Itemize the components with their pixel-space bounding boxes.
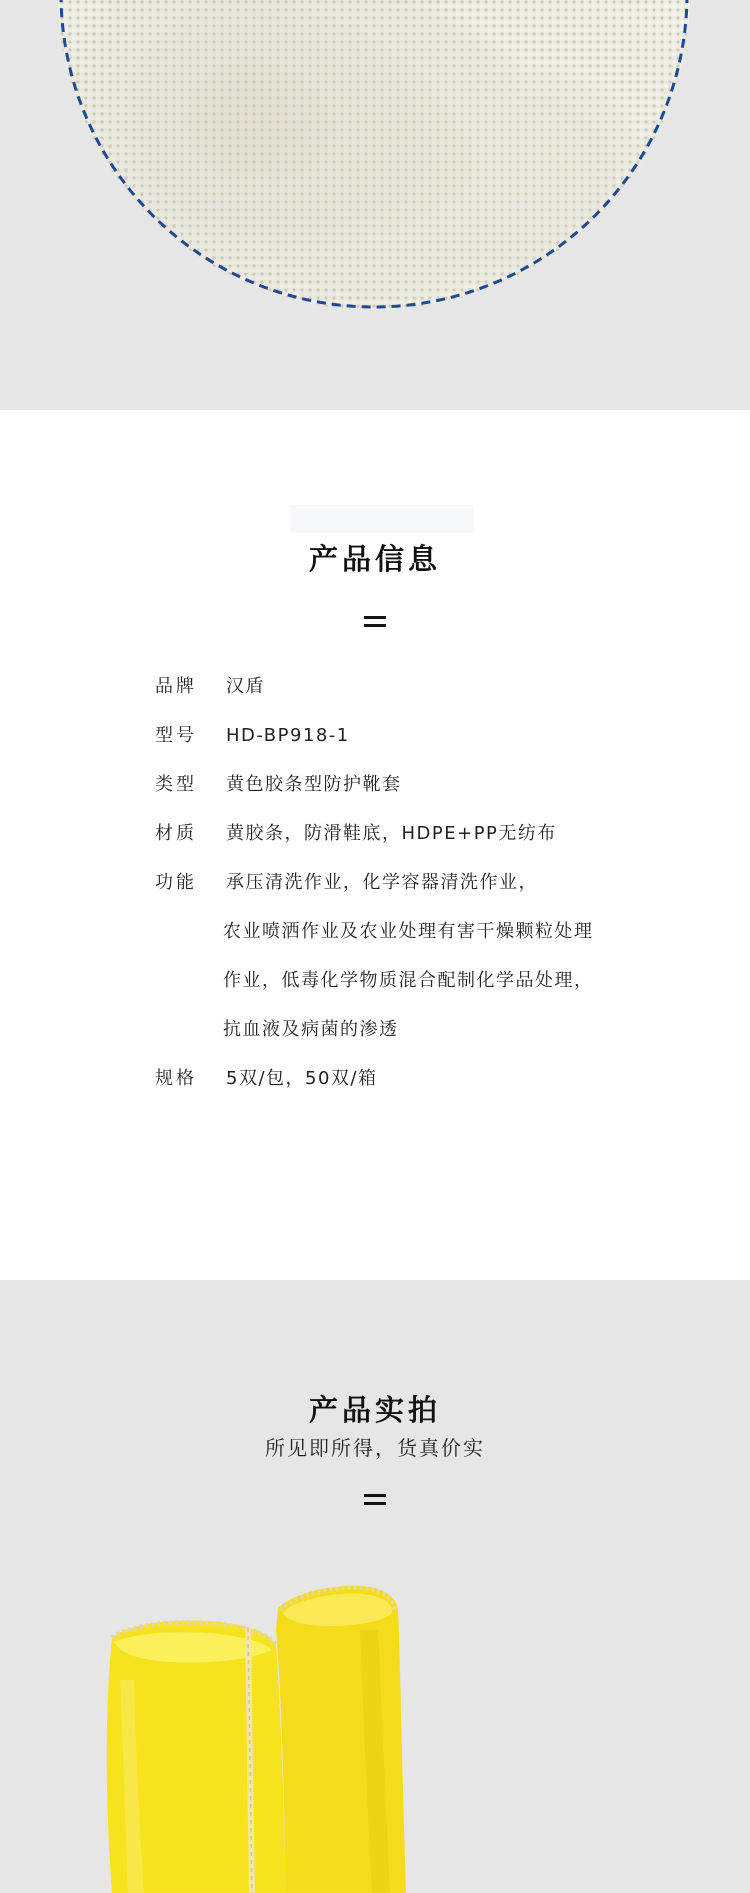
spec-value-line: 作业，低毒化学物质混合配制化学品处理， (223, 970, 594, 991)
yellow-boot-cover-photo (100, 1570, 480, 1893)
spec-value (226, 662, 675, 711)
product-photo-subtitle: 所见即所得，货真价实 (265, 1436, 485, 1460)
spec-value (226, 711, 675, 760)
spec-row (155, 809, 675, 858)
spec-value-line: 农业喷洒作业及农业处理有害干燥颗粒处理 (223, 921, 594, 942)
spec-label: 品牌 (155, 676, 197, 697)
spec-row (155, 1054, 675, 1103)
spec-value (226, 809, 675, 858)
dashed-circle-border (58, 0, 690, 310)
spec-label: 材质 (155, 823, 197, 844)
spec-value (226, 760, 675, 809)
spec-label: 功能 (155, 872, 197, 893)
fabric-closeup-section (0, 0, 750, 410)
spec-row (155, 711, 675, 760)
equal-divider-icon (364, 1494, 386, 1508)
spec-list (155, 662, 675, 1103)
spec-value-line: 汉盾 (226, 676, 265, 697)
equal-divider-icon (364, 616, 386, 630)
title-highlight (290, 505, 474, 533)
spec-value-line: 黄胶条，防滑鞋底，HDPE+PP无纺布 (226, 823, 557, 844)
product-photo-title: 产品实拍 (308, 1393, 441, 1427)
product-info-title: 产品信息 (308, 542, 441, 576)
spec-value (223, 858, 675, 1054)
spec-value-line: 5双/包，50双/箱 (226, 1068, 378, 1089)
spec-value-line: 黄色胶条型防护靴套 (226, 774, 402, 795)
spec-value-line: HD-BP918-1 (226, 725, 350, 746)
spec-row (155, 858, 675, 1054)
spec-label: 类型 (155, 774, 197, 795)
spec-row (155, 662, 675, 711)
spec-value (226, 1054, 675, 1103)
spec-label: 规格 (155, 1068, 197, 1089)
spec-value-line: 承压清洗作业，化学容器清洗作业， (226, 872, 538, 893)
spec-row (155, 760, 675, 809)
product-photo-section (0, 1280, 750, 1893)
product-info-section (0, 410, 750, 1280)
spec-label: 型号 (155, 725, 197, 746)
spec-value-line: 抗血液及病菌的渗透 (223, 1019, 399, 1040)
